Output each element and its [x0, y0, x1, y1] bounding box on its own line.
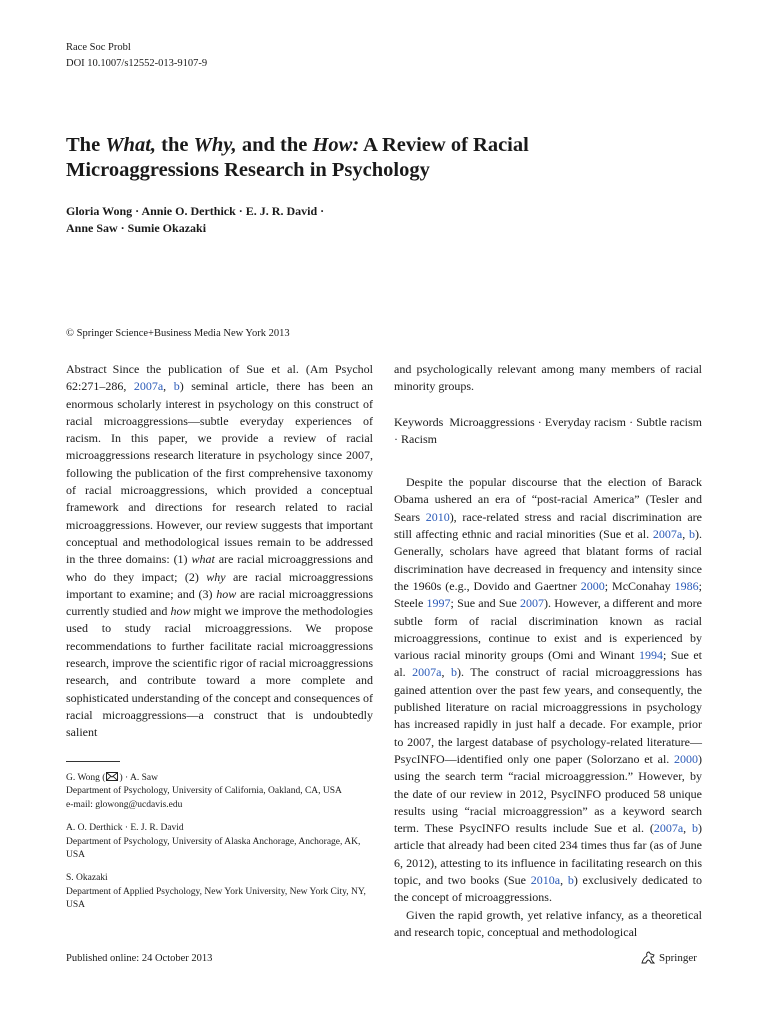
doi: DOI 10.1007/s12552-013-9107-9: [66, 58, 208, 69]
ref-link[interactable]: b: [450, 665, 457, 680]
abstract: Abstract Since the publication of Sue et al. (Am Psychol 62:271–286, 2007a, b) seminal article, there has been an enormous scholarly interest in psychology on this construct of racial microaggressions—subtle everyday experiences of racism. In this paper, we provide a review of racial microaggressions research literature in psychology since 2007, following the publication of the first comprehensive taxonomy of racial microaggressions, which provided a conceptual framework and directions for research related to racial microaggressions. However, our review suggests that important conceptual and methodological issues remain to be addressed in the three domains: (1) what are racial microaggressions and who do they impact; (2) why are racial microaggressions important to examine; and (3) how are racial microaggressions currently studied and how might we improve the methodologies used to study racial microaggressions. We propose recommendations to further facilitate racial microaggressions research, improve the scientific rigor of racial microaggressions research, and contribute toward a more complete and sophisticated understanding of the concept and consequences of racial microaggressions—a construct that is undoubtedly salient: [66, 362, 374, 740]
springer-horse-icon: [640, 951, 656, 965]
author-email[interactable]: e-mail: glowong@ucdavis.edu: [66, 799, 183, 810]
ref-link[interactable]: 2007: [520, 596, 545, 611]
ref-link[interactable]: 1997: [426, 596, 451, 611]
keywords-list: Microaggressions · Everyday racism · Subtle racism · Racism: [394, 414, 702, 446]
ref-link[interactable]: b: [692, 821, 698, 836]
envelope-icon[interactable]: [106, 772, 118, 781]
intro-paragraph: Despite the popular discourse that the election of Barack Obama ushered an era of “post-racial America” (Tesler and Sears 2010), race-related stress and racial discrimination are still affecting ethnic and racial minorities (Sue et al. 2007a, b). Generally, scholars have agreed that blatant forms of racial discrimination have decreased in frequency and intensity since the 1960s (e.g., Dovido and Gaertner 2000; McConahay 1986; Steele 1997; Sue and Sue 2007). However, a different and more subtle form of racial discrimination known as racial microaggressions, continue to exist and is experienced by various racial minority groups (Omi and Winant 1994; Sue et al. 2007a, b). The construct of racial microaggressions has gained attention over the past few years, and consequently, the published literature on racial microaggressions in psychology has increased rapidly in just half a decade. For example, prior to 2007, the largest database of psychology-related literature—PsycINFO—identified only one paper (Solorzano et al. 2000) using the search term “racial microaggression.” However, by the date of our review in 2012, PsycINFO produced 58 unique results using “racial microaggression” as a keyword search term. These PsycINFO results include Sue et al. (2007a, b) article that already had been cited 234 times thus far (as of June 6, 2012), attesting to its influence in facilitating research on this topic, and two books (Sue 2010a, b) exclusively dedicated to the concept of microaggressions.: [394, 475, 703, 905]
introduction: [394, 474, 702, 941]
publisher-name: Springer: [659, 952, 697, 964]
footnote-rule: [66, 761, 120, 762]
abstract-label: Abstract: [66, 362, 107, 376]
keywords-label: Keywords: [394, 414, 444, 429]
intro-paragraph: Given the rapid growth, yet relative infancy, as a theoretical and research topic, conceptual and methodological: [394, 907, 702, 939]
ref-link[interactable]: 1986: [674, 578, 699, 593]
ref-link[interactable]: 2000: [674, 751, 698, 766]
keywords: [394, 414, 702, 449]
ref-link[interactable]: b: [567, 873, 574, 888]
ref-link[interactable]: 2007a: [652, 527, 683, 542]
ref-link[interactable]: 2007a: [133, 379, 164, 394]
copyright: © Springer Science+Business Media New York 2013: [66, 328, 290, 339]
affiliation-2: A. O. Derthick · E. J. R. David Department of Psychology, University of Alaska Anchorage, Anchorage, AK, USA: [66, 823, 361, 861]
ref-link[interactable]: 1994: [638, 648, 663, 663]
journal-name: Race Soc Probl: [66, 42, 131, 53]
journal-header: [66, 40, 207, 72]
author-list: Gloria Wong · Annie O. Derthick · E. J. R. David · Anne Saw · Sumie Okazaki: [66, 204, 325, 235]
right-column: [394, 361, 702, 941]
article-title: The What, the Why, and the How: A Review of Racial Microaggressions Research in Psychology: [66, 134, 529, 181]
ref-link[interactable]: 2007a: [412, 665, 442, 680]
published-date: Published online: 24 October 2013: [66, 953, 213, 964]
ref-link[interactable]: 2007a: [653, 821, 684, 836]
ref-link[interactable]: 2010: [425, 509, 450, 524]
ref-link[interactable]: b: [689, 527, 695, 542]
affiliation-1: G. Wong ( ) · A. Saw Department of Psychology, University of California, Oakland, CA, USA e-mail: glowong@ucdavis.edu: [66, 772, 366, 812]
ref-link[interactable]: 2010a: [530, 873, 561, 888]
affiliation-3: S. Okazaki Department of Applied Psychology, New York University, New York City, NY, USA: [66, 873, 366, 911]
abstract-continuation: and psychologically relevant among many members of racial minority groups.: [394, 362, 702, 394]
left-column: [66, 361, 373, 742]
ref-link[interactable]: 2000: [580, 578, 605, 593]
springer-logo: [640, 950, 697, 966]
ref-link[interactable]: b: [173, 379, 180, 394]
affiliations: [66, 772, 366, 923]
